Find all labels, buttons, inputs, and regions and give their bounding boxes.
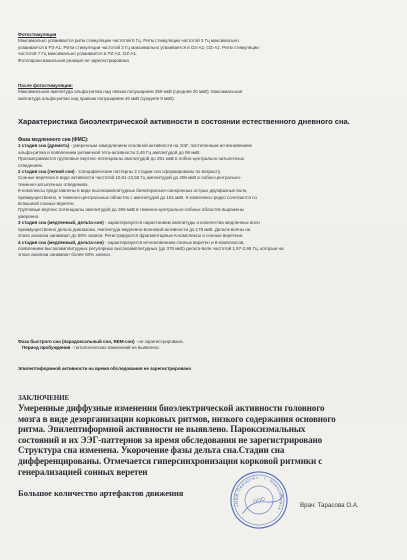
after-photostim-line: Максимальная амплитуда альфа-ритма над левым полушарием 359 мкВ (средняя 20 мкВ). Максимальная — [18, 89, 243, 95]
conclusion-line: состояний и их ЭЭГ-паттернов за время обследования не зарегистрировано — [18, 434, 323, 445]
slow-sleep-section — [18, 137, 390, 259]
wake-label: Период пробуждения — [22, 345, 71, 351]
after-photostimulation-title: После фотостимуляции: — [18, 83, 73, 88]
stage4-line: эпохе анализа занимают более 50% записи. — [18, 252, 111, 258]
slow-sleep-title: Фаза медленного сна (ФМС): — [18, 137, 89, 143]
stage2-line: Групповые вертекс потенциалы амплитудой до 266 мкВ в теменно-центрально-лобных областях выражены — [18, 207, 244, 213]
photostim-line: усваивается в P3-A1. Ритм стимуляции частотой 3 Гц максимально усваивается в O2-A2, OZ-A1. Ритм стимуляции — [18, 44, 259, 50]
after-photostim-line: амплитуда альфа-ритма над правым полушарием 46 мкВ (средняя 9 мкВ). — [18, 95, 175, 101]
conclusion-section — [18, 394, 390, 477]
stage2-line: Сонные веретена в виде активности частотой 10,61-12,55 Гц амплитудой до 206 мкВ в лобно-центрально- — [18, 175, 242, 181]
stage3-label: 3 стадия сна (медленный, дельта-сон) — [18, 220, 104, 226]
photostim-line: Максимально усваивается ритм стимуляции частотой 5 Гц. Ритм стимуляции частотой 3 Гц максимально — [18, 38, 239, 44]
conclusion-line: Структура сна изменена. Укорочение фазы дельта сна.Стадии сна — [18, 445, 285, 456]
photostim-line: Фотопароксизмальная реакция не зарегистрирована — [18, 57, 129, 63]
stage3-line: эпохе анализа занимают до 50% записи. Регистрируются фрагментарные К-комплексы и сонные веретена. — [18, 233, 244, 239]
stage2-line: теменно-затылочных отведениях. — [18, 181, 89, 187]
conclusion-title: ЗАКЛЮЧЕНИЕ — [18, 394, 70, 402]
stamp-ring-text: «НВИ Пediatrik» · г. Новосибирск · — [233, 474, 285, 515]
sleep-section-title: Характеристика биоэлектрической активности в состоянии естественного дневного сна. — [18, 117, 350, 126]
stage2-text: - Специфические паттерны 2 стадии сна сформированы по возрасту. — [74, 169, 221, 175]
stage1-line: отведениях. — [18, 162, 44, 168]
stage1-line: Просматриваются групповые вертекс-потенциалы амплитудой до 291 мкВ в лобно-центрально-затылочных — [18, 156, 245, 162]
stage4-text: - характеризуется исчезновением сонных веретен и К-комплексов, — [103, 239, 245, 245]
stage2-line: вспышкой сонных веретен. — [18, 201, 75, 207]
epileptiform-section — [18, 366, 390, 372]
stage1-text: - умеренным замедлением основной активности на ЭЭГ, постепенным исчезновением — [69, 143, 252, 149]
conclusion-line: мозга в виде дезорганизации корковых ритмов, низкого содержания основного — [18, 413, 336, 424]
photostimulation-title: Фотостимуляция — [18, 32, 57, 37]
stage3-text: - характеризуется нарастанием амплитуды и количества медленных волн — [103, 220, 260, 226]
stage2-line: умеренно. — [18, 213, 40, 219]
stage2-line: К-комплексы представлены в виде высокоамплитудных билатерально-синхронных острых двухфазных волн, — [18, 188, 248, 194]
stamp-center-text: ООО — [252, 496, 266, 506]
photostimulation-section — [18, 32, 390, 64]
stage1-line: альфа-ритма и появлением ритмичной тета-активности 3,46 Гц амплитудой до 96 мкВ. — [18, 149, 201, 155]
clinic-stamp — [229, 470, 289, 530]
conclusion-line: генерализацией сонных веретен — [18, 466, 148, 477]
stage1-label: 1 стадия сна (дремота) — [18, 143, 70, 149]
stage2-label: 2 стадия сна (легкий сон) — [18, 169, 75, 175]
conclusion-line: ритма. Эпилептиформной активности не выявлено. Пароксизмальных — [18, 424, 306, 435]
epileptiform-line: Эпилептиформной активности на время обследования не зарегистрировано — [18, 366, 192, 371]
stage2-line: преимущественно, в теменно-центральных областях с амплитудой до 151 мкВ. К-комплексы редко сочетаются со — [18, 194, 257, 200]
conclusion-line: Умеренные диффузные изменения биоэлектрической активности головного — [18, 403, 325, 413]
rem-section — [18, 339, 390, 352]
doctor-signature: Врач: Тарасова О.А. — [300, 502, 359, 509]
stage4-line: появлением высокоамплитудных регулярных высокоамплитудных (до 376 мкВ) дельта-волн частотой 1,97-2,96 Гц, которые на — [18, 245, 284, 251]
photostim-line: частотой 7 Гц максимально усваивается в PZ-A2, OZ-A1. — [18, 51, 138, 57]
rem-label: Фаза быстрого сна (парадоксальный сон, REM-сон) — [18, 339, 135, 344]
artifacts-line: Большое количество артефактов движения — [18, 488, 184, 498]
wake-text: - патологических изменений не выявлено. — [70, 345, 160, 351]
stage4-label: 4 стадия сна (медленный, дельта-сон) — [18, 239, 104, 245]
wake-line — [18, 345, 390, 351]
rem-text: - не зарегистрирована. — [134, 339, 184, 344]
after-photostimulation-section — [18, 83, 390, 102]
stage3-line: преимущественно дельта диапазона. Амплитуда медленно-волновой активности до 178 мкВ. Дельта-волны на — [18, 226, 251, 232]
conclusion-line: дифференцированы. Отмечается гиперсинхронизация корковой ритмики с — [18, 455, 323, 466]
artifacts-note — [18, 488, 390, 499]
